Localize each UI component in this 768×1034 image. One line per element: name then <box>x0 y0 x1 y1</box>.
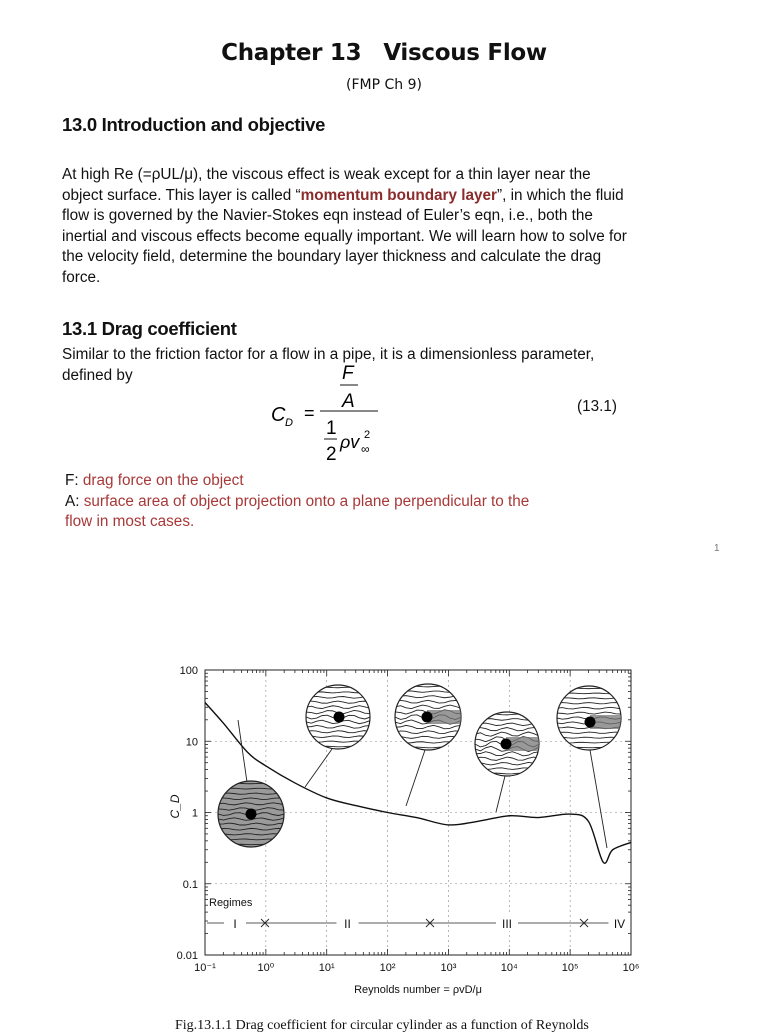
equation-number: (13.1) <box>577 397 617 418</box>
regimes-bar <box>207 897 631 931</box>
y-tick-label: 0.01 <box>177 950 198 962</box>
section-drag-heading: 13.1 Drag coefficient <box>62 318 237 340</box>
definitions <box>65 471 715 533</box>
def-f-label: F: <box>65 472 83 489</box>
def-f <box>65 471 715 492</box>
eq-lhs-sub: D <box>285 417 293 429</box>
inset-cylinder <box>246 809 257 820</box>
def-a-label: A: <box>65 493 84 510</box>
page-title <box>0 40 768 66</box>
eq-rho-v: ρv <box>339 432 360 452</box>
eq-lhs: C <box>271 404 286 426</box>
regime-label: IV <box>614 917 625 931</box>
intro-line-4: inertial and viscous effects become equally important. We will learn how to solve for <box>62 227 712 248</box>
x-tick-label: 10⁶ <box>623 962 640 974</box>
intro-line-2-a: object surface. This layer is called “ <box>62 187 301 204</box>
eq-half-numerator: 1 <box>326 418 337 439</box>
eq-equals: = <box>304 403 315 423</box>
x-tick-label: 10⁵ <box>562 962 579 974</box>
figure-caption: Fig.13.1.1 Drag coefficient for circular cylinder as a function of Reynolds <box>175 1018 735 1034</box>
eq-area: A <box>341 391 355 412</box>
drag-line-1: Similar to the friction factor for a flow in a pipe, it is a dimensionless parameter, <box>62 345 712 366</box>
x-tick-label: 10⁴ <box>501 962 518 974</box>
intro-paragraph <box>62 165 712 289</box>
streamline <box>557 742 621 743</box>
eq-sup: 2 <box>364 429 370 441</box>
intro-line-6: force. <box>62 268 712 289</box>
def-a <box>65 492 715 513</box>
chapter-label: Chapter 13 <box>221 40 361 66</box>
def-a-text-1: surface area of object projection onto a plane perpendicular to the <box>84 493 530 510</box>
page-number: 1 <box>714 543 720 554</box>
inset-leader-line <box>496 776 505 812</box>
flow-pattern-insets <box>218 684 621 848</box>
inset-cylinder <box>334 712 345 723</box>
inset-leader-line <box>406 750 425 806</box>
regime-label: III <box>502 917 512 931</box>
inset-cylinder <box>501 739 512 750</box>
intro-line-2-b: ”, in which the fluid <box>497 187 624 204</box>
momentum-boundary-layer-term: momentum boundary layer <box>301 187 497 204</box>
drag-coefficient-chart <box>160 655 660 1005</box>
y-tick-label: 1 <box>192 808 198 820</box>
drag-line-2: defined by <box>62 366 712 387</box>
inset-regime-2b <box>395 684 461 806</box>
intro-line-2 <box>62 186 712 207</box>
page-subtitle: (FMP Ch 9) <box>0 77 768 93</box>
streamline <box>218 788 284 789</box>
inset-cylinder <box>422 712 433 723</box>
regime-label: I <box>233 917 236 931</box>
x-tick-label: 10⁻¹ <box>194 962 216 974</box>
eq-half-denominator: 2 <box>326 444 337 465</box>
y-tick-label: 10 <box>186 736 198 748</box>
streamline <box>557 693 621 694</box>
chapter-title: Viscous Flow <box>383 40 547 66</box>
eq-sub: ∞ <box>361 442 370 456</box>
inset-leader-line <box>305 749 332 787</box>
intro-line-1: At high Re (=ρUL/μ), the viscous effect is weak except for a thin layer near the <box>62 165 712 186</box>
x-tick-label: 10² <box>380 962 396 974</box>
regimes-label: Regimes <box>209 897 253 909</box>
eq-force: F <box>342 363 355 384</box>
y-axis-label: C_D <box>168 794 182 818</box>
inset-regime-2a <box>305 685 370 787</box>
intro-line-3: flow is governed by the Navier-Stokes eqn instead of Euler’s eqn, i.e., both the <box>62 206 712 227</box>
inset-cylinder <box>585 717 596 728</box>
y-tick-label: 100 <box>180 665 198 677</box>
regime-label: II <box>344 917 351 931</box>
x-tick-label: 10³ <box>440 962 456 974</box>
drag-coefficient-equation <box>260 358 400 470</box>
y-tick-label: 0.1 <box>183 879 198 891</box>
inset-leader-line <box>590 750 607 848</box>
streamline <box>218 839 284 840</box>
intro-line-5: the velocity field, determine the boundary layer thickness and calculate the drag <box>62 247 712 268</box>
inset-regime-1 <box>218 720 284 847</box>
x-tick-label: 10⁰ <box>258 962 275 974</box>
section-intro-heading: 13.0 Introduction and objective <box>62 114 325 136</box>
x-tick-label: 10¹ <box>319 962 335 974</box>
def-f-text: drag force on the object <box>83 472 244 489</box>
inset-regime-3 <box>475 712 539 812</box>
def-a-text-2: flow in most cases. <box>65 512 715 533</box>
x-axis-label: Reynolds number = ρvD/μ <box>354 984 482 996</box>
